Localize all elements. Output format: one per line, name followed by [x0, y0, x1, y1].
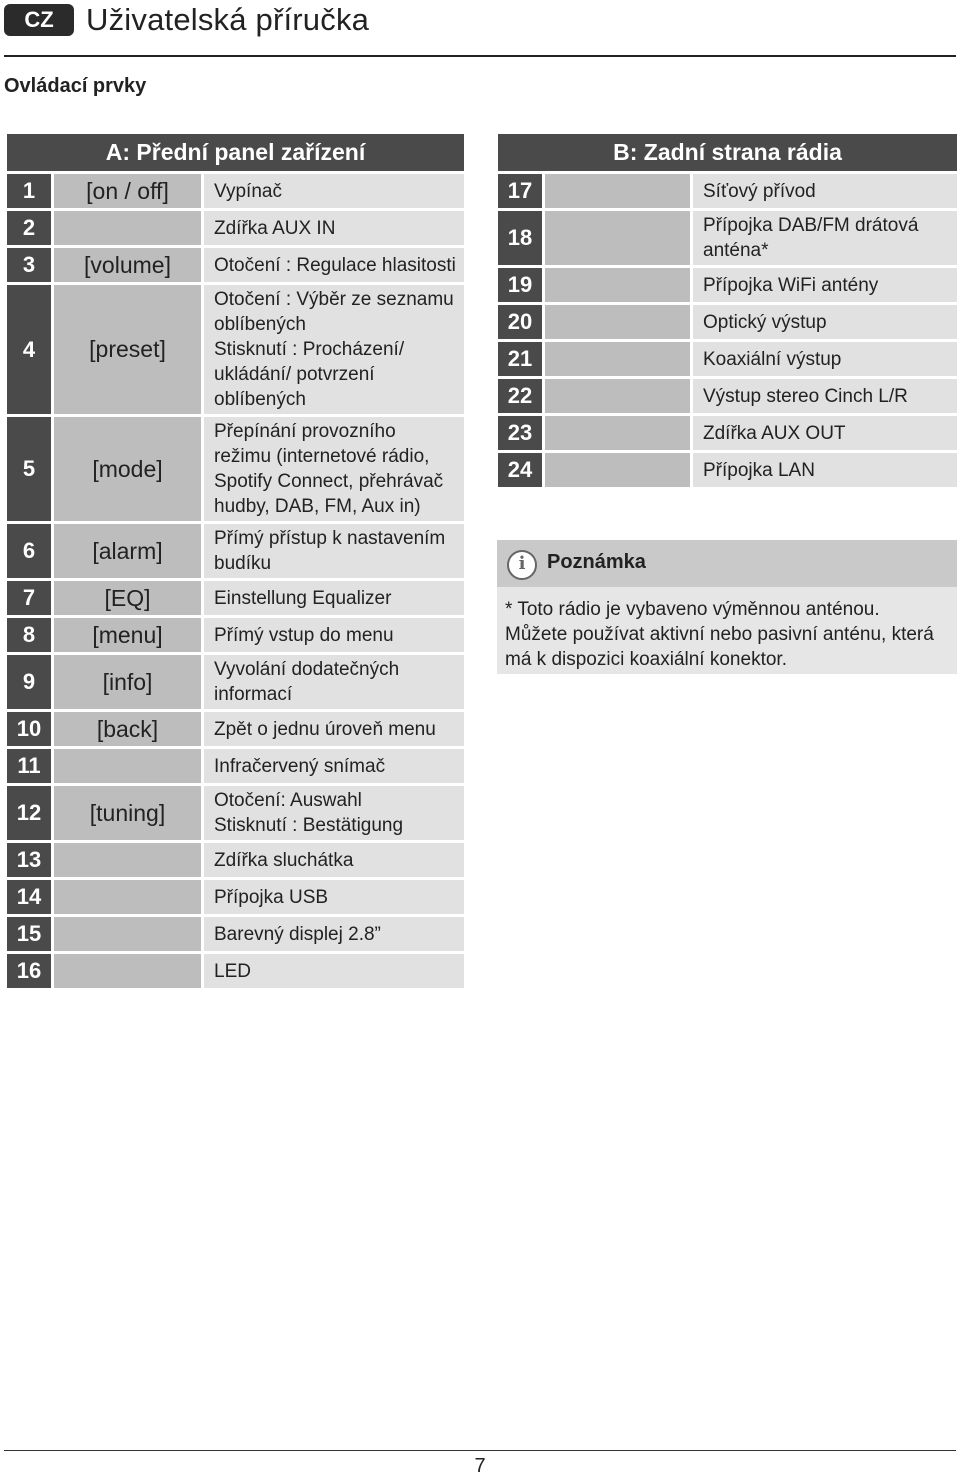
row-number: 2 [7, 211, 51, 245]
control-key [54, 954, 201, 988]
table-row [498, 174, 957, 208]
control-description: Otočení : Regulace hlasitosti [204, 248, 464, 282]
front-panel-table [4, 131, 467, 991]
connector-description: Přípojka DAB/FM drátová anténa* [693, 211, 957, 265]
table-row [7, 285, 464, 414]
page-number: 7 [474, 1455, 486, 1477]
control-key: [tuning] [54, 786, 201, 840]
control-key [54, 843, 201, 877]
table-row [7, 581, 464, 615]
control-description: Einstellung Equalizer [204, 581, 464, 615]
row-number: 11 [7, 749, 51, 783]
table-row [7, 618, 464, 652]
control-description: Vyvolání dodatečných informací [204, 655, 464, 709]
table-row [7, 786, 464, 840]
control-key [545, 174, 690, 208]
control-description: LED [204, 954, 464, 988]
control-description: Zdířka sluchátka [204, 843, 464, 877]
rear-panel-table-title: B: Zadní strana rádia [498, 134, 957, 171]
control-description: Přímý přístup k nastavením budíku [204, 524, 464, 578]
footer-divider [4, 1450, 956, 1451]
control-key: [on / off] [54, 174, 201, 208]
connector-description: Koaxiální výstup [693, 342, 957, 376]
language-badge: CZ [4, 4, 74, 36]
control-key: [back] [54, 712, 201, 746]
control-description: Vypínač [204, 174, 464, 208]
row-number: 20 [498, 305, 542, 339]
control-key: [menu] [54, 618, 201, 652]
info-icon: i [507, 550, 537, 580]
table-row [7, 880, 464, 914]
row-number: 3 [7, 248, 51, 282]
row-number: 13 [7, 843, 51, 877]
table-row [7, 211, 464, 245]
control-key [545, 342, 690, 376]
table-row [7, 417, 464, 521]
control-key [54, 917, 201, 951]
row-number: 18 [498, 211, 542, 265]
table-row [498, 416, 957, 450]
control-key: [alarm] [54, 524, 201, 578]
header-divider [4, 55, 956, 57]
row-number: 14 [7, 880, 51, 914]
control-description: Zpět o jednu úroveň menu [204, 712, 464, 746]
control-key [545, 211, 690, 265]
control-key [54, 211, 201, 245]
row-number: 5 [7, 417, 51, 521]
control-key [545, 379, 690, 413]
row-number: 21 [498, 342, 542, 376]
table-row [7, 954, 464, 988]
table-row [498, 453, 957, 487]
table-row [498, 305, 957, 339]
table-row [7, 917, 464, 951]
connector-description: Optický výstup [693, 305, 957, 339]
control-key [545, 416, 690, 450]
table-row [498, 211, 957, 265]
rear-panel-table [495, 131, 960, 490]
control-description: Zdířka AUX IN [204, 211, 464, 245]
control-description: Přepínání provozního režimu (internetové rádio, Spotify Connect, přehrávač hudby, DAB, FM, Aux in) [204, 417, 464, 521]
control-description: Přípojka USB [204, 880, 464, 914]
page-title: Uživatelská příručka [86, 2, 370, 37]
control-key [545, 453, 690, 487]
control-description: Infračervený snímač [204, 749, 464, 783]
row-number: 4 [7, 285, 51, 414]
table-row [498, 379, 957, 413]
table-row [7, 749, 464, 783]
row-number: 22 [498, 379, 542, 413]
row-number: 12 [7, 786, 51, 840]
control-description: Barevný displej 2.8” [204, 917, 464, 951]
table-row [498, 342, 957, 376]
connector-description: Výstup stereo Cinch L/R [693, 379, 957, 413]
table-row [7, 655, 464, 709]
note-header [497, 540, 957, 587]
row-number: 19 [498, 268, 542, 302]
note-body [497, 587, 957, 674]
table-row [7, 843, 464, 877]
table-row [7, 248, 464, 282]
control-key [54, 749, 201, 783]
control-key: [mode] [54, 417, 201, 521]
row-number: 10 [7, 712, 51, 746]
front-panel-table-title: A: Přední panel zařízení [7, 134, 464, 171]
table-row [7, 524, 464, 578]
row-number: 8 [7, 618, 51, 652]
control-description: Přímý vstup do menu [204, 618, 464, 652]
control-description: Otočení : Výběr ze seznamu oblíbených Stisknutí : Procházení/ ukládání/ potvrzení oblíbených [204, 285, 464, 414]
table-row [7, 174, 464, 208]
control-key [54, 880, 201, 914]
control-description: Otočení: Auswahl Stisknutí : Bestätigung [204, 786, 464, 840]
table-row [498, 268, 957, 302]
control-key [545, 305, 690, 339]
note-label: Poznámka [547, 551, 646, 573]
note-text: * Toto rádio je vybaveno výměnnou anténou. Můžete používat aktivní nebo pasivní anténu, která má k dispozici koaxiální konektor. [505, 599, 934, 670]
control-key [545, 268, 690, 302]
control-key: [info] [54, 655, 201, 709]
row-number: 1 [7, 174, 51, 208]
row-number: 15 [7, 917, 51, 951]
row-number: 9 [7, 655, 51, 709]
section-title: Ovládací prvky [4, 75, 147, 97]
connector-description: Přípojka WiFi antény [693, 268, 957, 302]
control-key: [EQ] [54, 581, 201, 615]
row-number: 17 [498, 174, 542, 208]
connector-description: Přípojka LAN [693, 453, 957, 487]
row-number: 24 [498, 453, 542, 487]
connector-description: Zdířka AUX OUT [693, 416, 957, 450]
row-number: 7 [7, 581, 51, 615]
connector-description: Síťový přívod [693, 174, 957, 208]
control-key: [volume] [54, 248, 201, 282]
table-row [7, 712, 464, 746]
row-number: 6 [7, 524, 51, 578]
row-number: 23 [498, 416, 542, 450]
control-key: [preset] [54, 285, 201, 414]
row-number: 16 [7, 954, 51, 988]
